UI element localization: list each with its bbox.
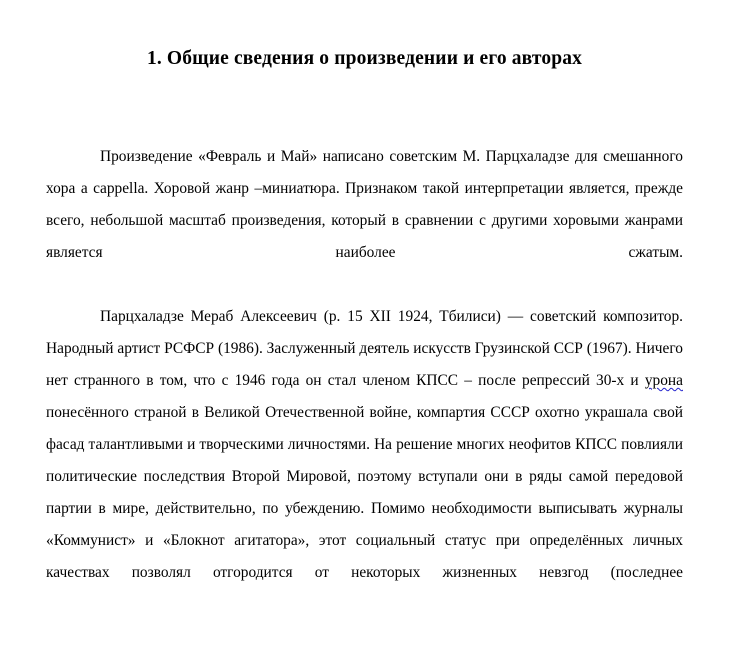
paragraph-work-overview bbox=[46, 141, 683, 301]
document-body bbox=[46, 0, 683, 621]
text-run: Произведение «Февраль и Май» написано советским М. Парцхаладзе для смешанного хора a cappella. Хоровой жанр –миниатюра. Признаком такой интерпретации является, прежде всего, небольшой масштаб произведения, который в сравнении с другими хоровыми жанрами является наиболее сжатым. bbox=[46, 148, 683, 261]
paragraph-composer-biography bbox=[46, 301, 683, 621]
text-run: понесённого страной в Великой Отечественной войне, компартия СССР охотно украшала свой фасад талантливыми и творческими личностями. На решение многих неофитов КПСС повлияли политические последствия Второй Мировой, поэтому вступали они в ряды самой передовой партии в мире, действительно, по убеждению. Помимо необходимости выписывать журналы «Коммунист» и «Блокнот агитатора», этот социальный статус при определённых личных качествах позволял отгородится от некоторых жизненных невзгод (последнее bbox=[46, 404, 683, 581]
spellcheck-error-word: урона bbox=[644, 372, 683, 389]
page-title: 1. Общие сведения о произведении и его авторах bbox=[146, 48, 583, 69]
text-run: Парцхаладзе Мераб Алексеевич (р. 15 XII 1924, Тбилиси) — советский композитор. Народный артист РСФСР (1986). Заслуженный деятель искусств Грузинской ССР (1967). Ничего нет странного в том, что с 1946 года он стал членом КПСС – после репрессий 30-х и bbox=[46, 308, 683, 389]
